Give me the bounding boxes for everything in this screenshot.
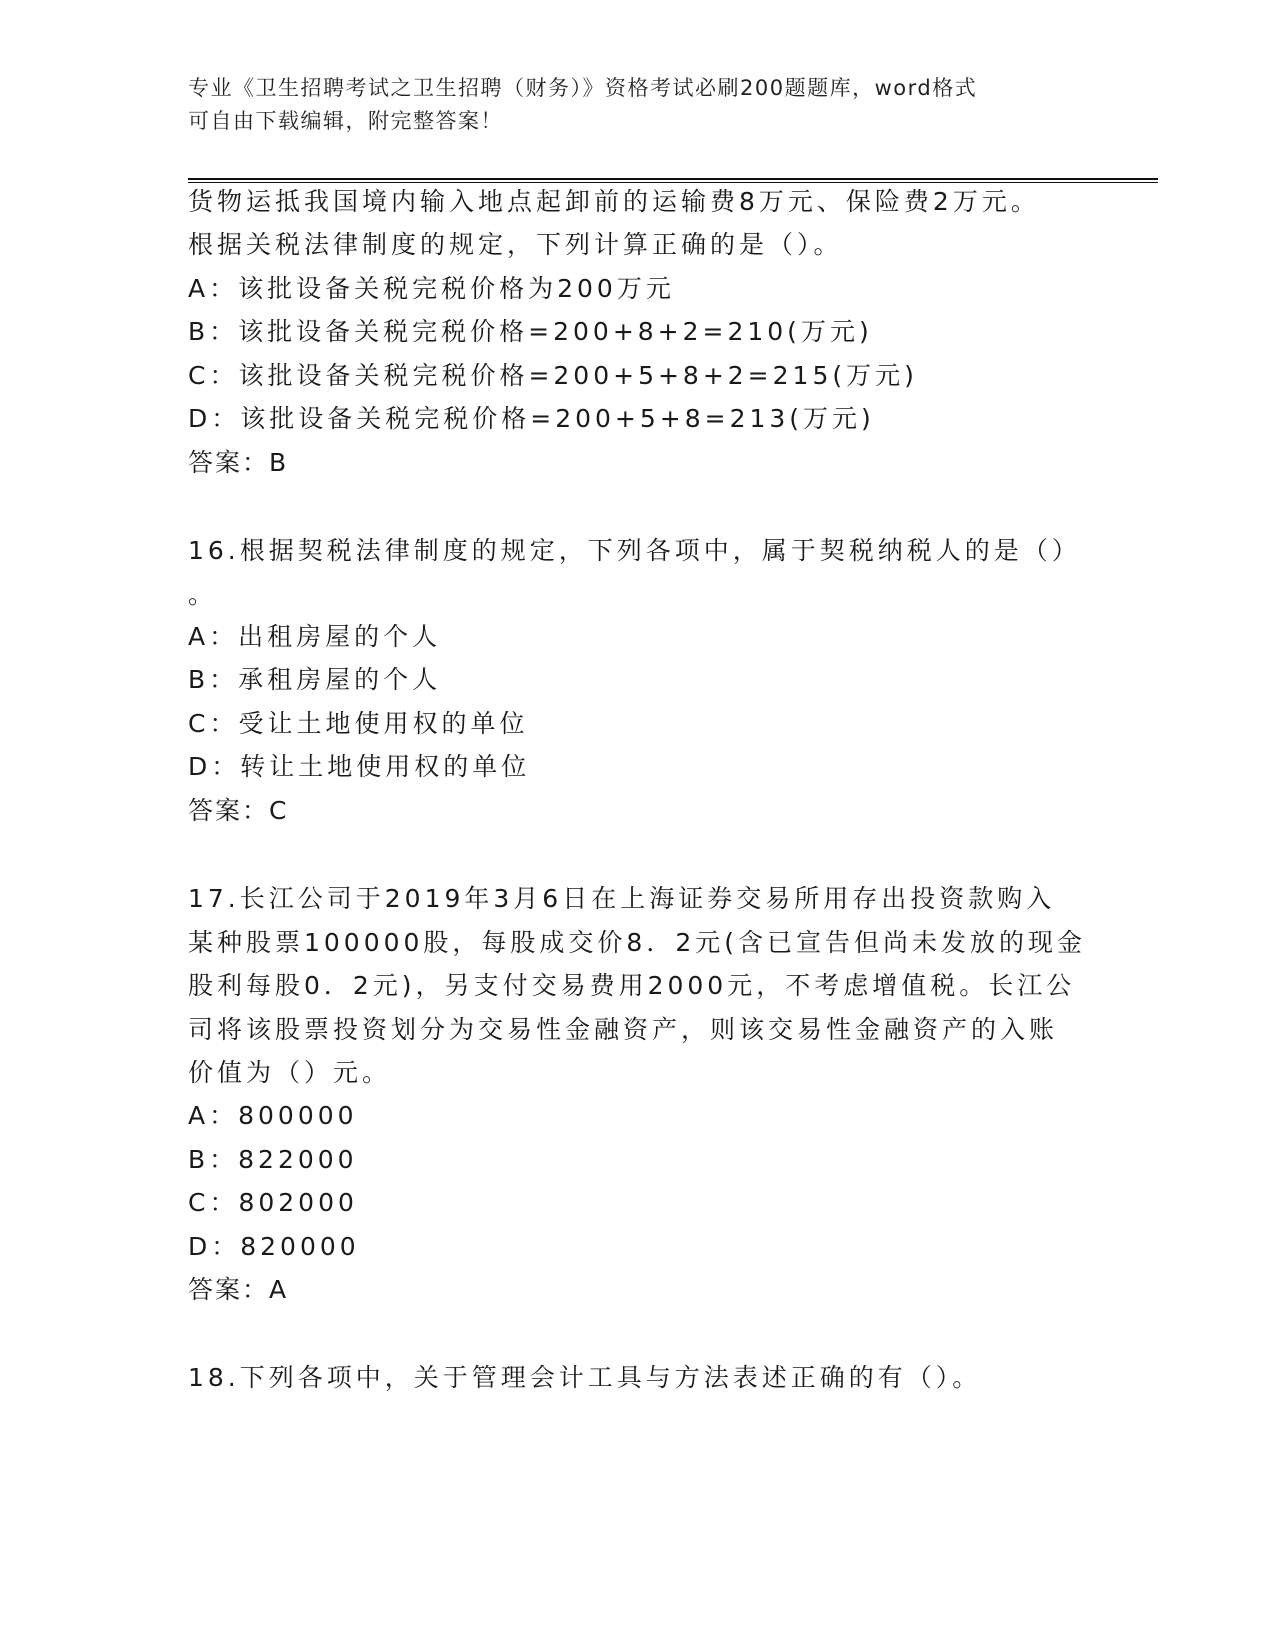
q15-option-d: D：该批设备关税完税价格=200+5+8=213(万元) (188, 404, 875, 433)
q18-stem-line-1: 18.下列各项中，关于管理会计工具与方法表述正确的有（）。 (188, 1363, 982, 1392)
q17-stem-line-5: 价值为（）元。 (188, 1058, 392, 1087)
q17-option-b: B：822000 (188, 1145, 358, 1174)
q17-stem-line-1: 17.长江公司于2019年3月6日在上海证券交易所用存出投资款购入 (188, 884, 1056, 913)
header-divider (188, 178, 1158, 183)
q15-option-b: B：该批设备关税完税价格=200+8+2=210(万元) (188, 317, 873, 346)
q17-stem-line-4: 司将该股票投资划分为交易性金融资产，则该交易性金融资产的入账 (188, 1015, 1059, 1044)
header-title-line-1: 专业《卫生招聘考试之卫生招聘（财务）》资格考试必刷200题题库，word格式 (188, 76, 978, 100)
q16-option-b: B：承租房屋的个人 (188, 665, 442, 694)
q16-option-a: A：出租房屋的个人 (188, 622, 442, 651)
q16-stem-line-1: 16.根据契税法律制度的规定，下列各项中，属于契税纳税人的是（） (188, 536, 1081, 565)
q15-stem-line-1: 货物运抵我国境内输入地点起卸前的运输费8万元、保险费2万元。 (188, 187, 1040, 216)
document-header (188, 72, 1088, 138)
q17-stem-line-3: 股利每股0．2元)，另支付交易费用2000元，不考虑增值税。长江公 (188, 971, 1076, 1000)
q15-stem-line-2: 根据关税法律制度的规定，下列计算正确的是（）。 (188, 230, 843, 259)
q17-stem-line-2: 某种股票100000股，每股成交价8．2元(含已宣告但尚未发放的现金 (188, 928, 1087, 957)
q15-option-a: A：该批设备关税完税价格为200万元 (188, 274, 675, 303)
q15-option-c: C：该批设备关税完税价格=200+5+8+2=215(万元) (188, 361, 918, 390)
q17-option-d: D：820000 (188, 1232, 360, 1261)
q16-stem-line-2: 。 (188, 580, 218, 609)
q17-answer: 答案：A (188, 1275, 289, 1304)
q17-option-a: A：800000 (188, 1101, 358, 1130)
q16-answer: 答案：C (188, 796, 289, 825)
q16-option-c: C：受让土地使用权的单位 (188, 709, 529, 738)
q15-answer: 答案：B (188, 448, 289, 477)
header-title-line-2: 可自由下载编辑，附完整答案！ (188, 109, 503, 133)
q17-option-c: C：802000 (188, 1188, 358, 1217)
q16-option-d: D：转让土地使用权的单位 (188, 752, 531, 781)
